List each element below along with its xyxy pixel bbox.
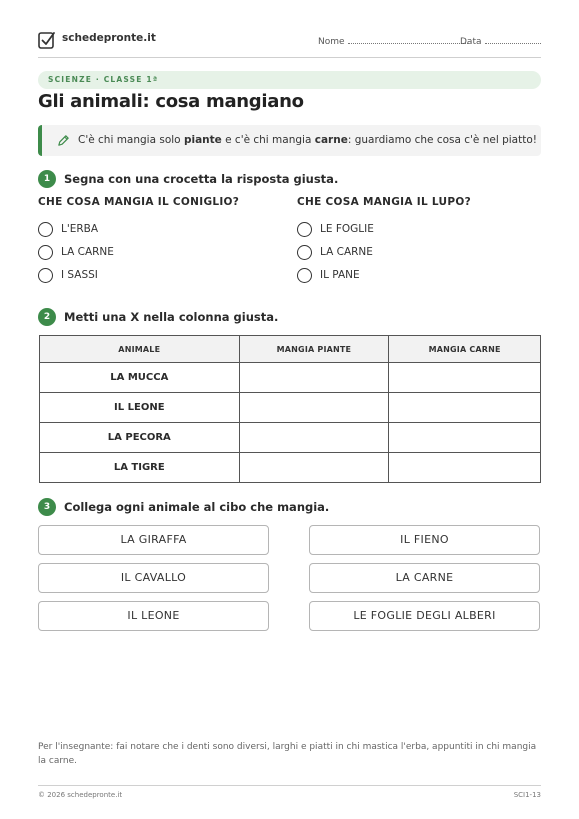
page-header <box>38 30 541 58</box>
exercise-1-instruction: Segna con una crocetta la risposta giusta. <box>64 172 339 186</box>
answer-cell-plants[interactable] <box>239 393 389 423</box>
question-rabbit: CHE COSA MANGIA IL CONIGLIO? <box>38 196 240 208</box>
answer-cell-meat[interactable] <box>389 393 541 423</box>
worksheet-code: SCI1-13 <box>513 791 541 799</box>
table-row <box>40 363 541 393</box>
step-number-badge: 2 <box>38 308 56 326</box>
intro-text: e c'è chi mangia <box>221 134 315 146</box>
exercise-3-instruction: Collega ogni animale al cibo che mangia. <box>64 500 330 514</box>
answer-option[interactable]: LA CARNE <box>297 244 373 261</box>
intro-bold-meat: carne <box>314 134 348 146</box>
intro-text: : guardiamo che cosa c'è nel piatto! <box>347 134 537 146</box>
radio-circle-icon[interactable] <box>297 222 312 237</box>
animal-cell: LA MUCCA <box>40 363 240 393</box>
answer-option[interactable]: L'ERBA <box>38 221 98 238</box>
teacher-note: Per l'insegnante: fai notare che i denti sono diversi, larghi e piatti in chi mastica l'erba, appuntiti in chi mangia la carne. <box>38 742 537 766</box>
animal-box[interactable]: IL CAVALLO <box>38 563 269 593</box>
answer-option[interactable]: LE FOGLIE <box>297 221 374 238</box>
intro-note <box>38 125 541 156</box>
food-box[interactable]: LE FOGLIE DEGLI ALBERI <box>309 601 540 631</box>
intro-text: C'è chi mangia solo <box>78 134 184 146</box>
pencil-icon <box>57 134 70 147</box>
classification-table <box>39 335 541 483</box>
answer-cell-meat[interactable] <box>389 453 541 483</box>
animal-cell: IL LEONE <box>40 393 240 423</box>
food-box[interactable]: IL FIENO <box>309 525 540 555</box>
answer-cell-plants[interactable] <box>239 423 389 453</box>
column-header-animal: ANIMALE <box>40 336 240 363</box>
step-number-badge: 1 <box>38 170 56 188</box>
radio-circle-icon[interactable] <box>297 268 312 283</box>
table-row <box>40 423 541 453</box>
question-wolf: CHE COSA MANGIA IL LUPO? <box>297 196 471 208</box>
table-header-row <box>40 336 541 363</box>
answer-cell-meat[interactable] <box>389 423 541 453</box>
animal-cell: LA PECORA <box>40 423 240 453</box>
answer-option[interactable]: LA CARNE <box>38 244 114 261</box>
answer-cell-meat[interactable] <box>389 363 541 393</box>
checkbox-logo-icon <box>38 30 56 50</box>
animal-box[interactable]: IL LEONE <box>38 601 269 631</box>
radio-circle-icon[interactable] <box>38 222 53 237</box>
exercise-2-instruction: Metti una X nella colonna giusta. <box>64 310 279 324</box>
page-footer <box>38 785 541 799</box>
radio-circle-icon[interactable] <box>38 245 53 260</box>
exercise-1-heading <box>38 170 338 188</box>
answer-cell-plants[interactable] <box>239 453 389 483</box>
radio-circle-icon[interactable] <box>38 268 53 283</box>
answer-cell-plants[interactable] <box>239 363 389 393</box>
food-box[interactable]: LA CARNE <box>309 563 540 593</box>
date-field[interactable]: Data <box>460 35 541 47</box>
name-field[interactable]: Nome <box>318 35 468 47</box>
column-header-meat: MANGIA CARNE <box>389 336 541 363</box>
answer-option[interactable]: IL PANE <box>297 267 360 284</box>
radio-circle-icon[interactable] <box>297 245 312 260</box>
exercise-2-heading <box>38 308 278 326</box>
exercise-3-heading <box>38 498 329 516</box>
copyright: © 2026 schedepronte.it <box>38 791 123 799</box>
animal-cell: LA TIGRE <box>40 453 240 483</box>
column-header-plants: MANGIA PIANTE <box>239 336 389 363</box>
table-row <box>40 453 541 483</box>
answer-option[interactable]: I SASSI <box>38 267 98 284</box>
table-row <box>40 393 541 423</box>
subject-tag: SCIENZE · CLASSE 1ª <box>38 71 541 89</box>
page-title: Gli animali: cosa mangiano <box>38 91 304 112</box>
site-name: schedepronte.it <box>62 32 156 44</box>
step-number-badge: 3 <box>38 498 56 516</box>
animal-box[interactable]: LA GIRAFFA <box>38 525 269 555</box>
intro-bold-plants: piante <box>183 134 222 146</box>
